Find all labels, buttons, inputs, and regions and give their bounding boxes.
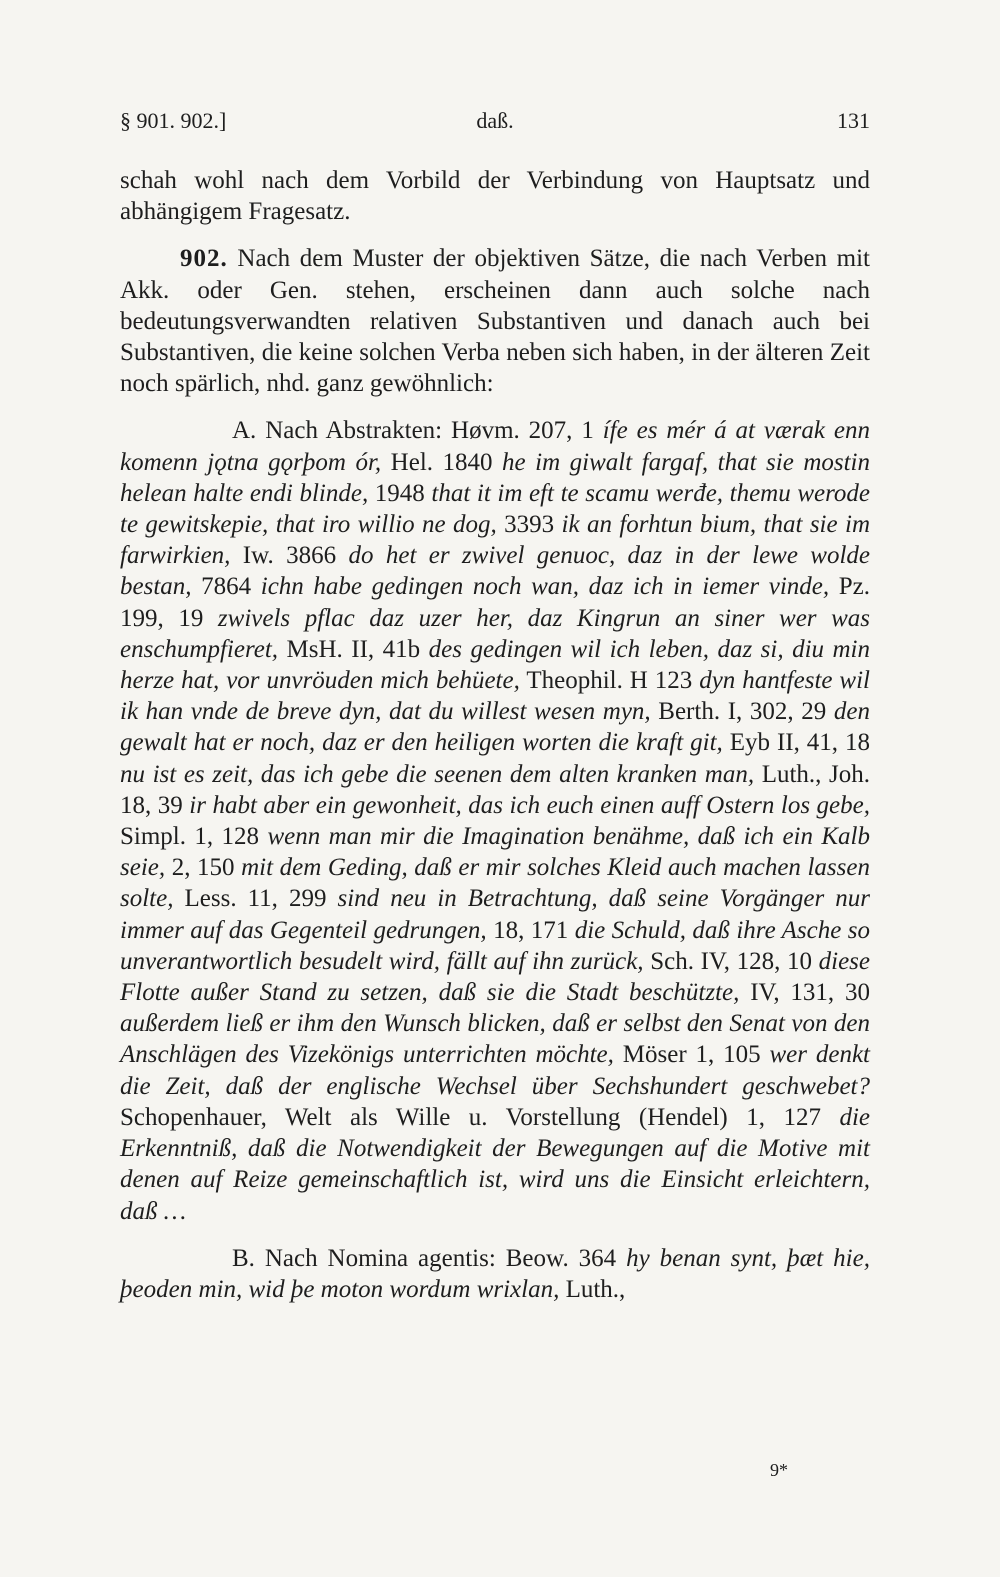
citation-text: Eyb II, 41, 18 bbox=[722, 729, 871, 757]
quotation-text: that it im eft te scamu werđe, themu werode te gewitskepie, that iro willio ne dog, bbox=[120, 479, 870, 539]
quotation-text: zwivels pflac daz uzer her, daz Kingrun an siner wer was enschumpfieret, bbox=[120, 604, 871, 663]
citation-text: 7864 bbox=[191, 573, 261, 601]
paragraph-902 bbox=[120, 243, 870, 399]
citation-text: Simpl. 1, 128 bbox=[120, 823, 268, 851]
quotation-text: sind neu in Betrachtung, daß seine Vorgänger nur immer auf das Gegenteil gedrungen, bbox=[120, 885, 870, 944]
running-title: daß. bbox=[476, 108, 514, 133]
quotation-text: außerdem ließ er ihm den Wunsch blicken, daß er selbst den Senat von den Anschlägen des Vizekönigs unterrichten möchte, bbox=[120, 1010, 870, 1069]
quotation-text: mit dem Geding, daß er mir solches Kleid auch machen lassen solte, bbox=[120, 854, 870, 913]
page-body bbox=[120, 165, 870, 1305]
quotation-text: do het er zwivel genuoc, daz in der lewe wolde bestan, bbox=[120, 542, 871, 601]
citation-text: Pz. 199, 19 bbox=[120, 573, 871, 632]
citation-text: Luth., Joh. 18, 39 bbox=[120, 760, 870, 819]
quotation-text: ik an forhtun bium, that sie im farwirkien, bbox=[120, 511, 870, 570]
citation-text: 1948 bbox=[368, 479, 432, 507]
section-reference: § 901. 902.] bbox=[120, 108, 227, 133]
citation-text: Möser 1, 105 bbox=[613, 1041, 770, 1069]
quotation-text: diese Flotte außer Stand zu setzen, daß sie die Stadt beschützte, bbox=[120, 947, 870, 1007]
citation-text: Berth. I, 302, 29 bbox=[650, 698, 834, 726]
citation-text: 2, 150 bbox=[165, 854, 242, 882]
quotation-text: wer denkt die Zeit, daß der englische Wechsel über Sechshundert geschwebet? bbox=[120, 1041, 871, 1100]
quotation-text: ífe es mér á at værak enn komenn jǫtna gǫrþom ór, bbox=[120, 417, 870, 476]
citation-text: IV, 131, 30 bbox=[739, 979, 870, 1007]
citation-text: B. Nach Nomina agentis: Beow. 364 bbox=[232, 1244, 627, 1272]
quotation-text: ir habt aber ein gewonheit, das ich euch einen auff Ostern los gebe, bbox=[189, 791, 870, 819]
citation-text: 3393 bbox=[496, 511, 562, 539]
quotation-text: wenn man mir die Imagination benähme, daß ich ein Kalb seie, bbox=[120, 823, 871, 882]
quotation-text: den gewalt hat er noch, daz er den heiligen worten die kraft git, bbox=[120, 698, 870, 757]
running-header bbox=[120, 108, 870, 142]
page-number: 131 bbox=[837, 108, 870, 133]
paragraph-902-text: Nach dem Muster der objektiven Sätze, die nach Verben mit Akk. oder Gen. stehen, erscheinen dann auch solche nach bedeutungsverwandten relativen Substantiven und danach auch bei Substantiven, die keine solchen Verba neben sich haben, in der älteren Zeit noch spärlich, nhd. ganz gewöhnlich: bbox=[120, 245, 870, 398]
signature-mark: 9* bbox=[770, 1460, 788, 1480]
section-number: 902. bbox=[180, 245, 228, 273]
citation-text: 18, 171 bbox=[486, 916, 575, 944]
citation-text: Less. 11, 299 bbox=[173, 885, 338, 913]
quotation-text: des gedingen wil ich leben, daz si, diu min herze hat, vor unvröuden mich behüete, bbox=[120, 635, 871, 695]
citation-text: Schopenhauer, Welt als Wille u. Vorstellung (Hendel) 1, 127 bbox=[120, 1103, 840, 1131]
quotation-text: nu ist es zeit, das ich gebe die seenen dem alten kranken man, bbox=[120, 760, 755, 788]
citation-text: Iw. 3866 bbox=[230, 542, 349, 570]
citation-text: Hel. 1840 bbox=[381, 448, 503, 476]
citation-text: A. Nach Abstrakten: Høvm. 207, 1 bbox=[232, 417, 603, 445]
quotation-text: he im giwalt fargaf, that sie mostin helean halte endi blinde, bbox=[120, 448, 870, 507]
citation-text: Sch. IV, 128, 10 bbox=[643, 947, 819, 975]
citation-text: Theophil. H 123 bbox=[519, 667, 700, 695]
paragraph-continuation: schah wohl nach dem Vorbild der Verbindung von Hauptsatz und abhängigem Fragesatz. bbox=[120, 167, 870, 226]
quotation-text: die Erkenntniß, daß die Notwendigkeit der Bewegungen auf die Motive mit denen auf Reize gemeinschaftlich ist, wird uns die Einsicht erleichtern, daß … bbox=[120, 1103, 870, 1225]
paragraph-a-abstracts bbox=[120, 415, 870, 1226]
quotation-text: ichn habe gedingen noch wan, daz ich in iemer vinde, bbox=[260, 573, 830, 601]
quotation-text: die Schuld, daß ihre Asche so unverantwortlich besudelt wird, fällt auf ihn zurück, bbox=[120, 916, 870, 975]
citation-text: Luth., bbox=[559, 1275, 626, 1303]
quotation-text: dyn hantfeste wil ik han vnde de breve dyn, dat du willest wesen myn, bbox=[120, 667, 870, 726]
quotation-text: hy benan synt, þæt hie, þeoden min, wid þe moton wordum wrixlan, bbox=[120, 1244, 870, 1303]
citation-text: MsH. II, 41b bbox=[278, 635, 429, 663]
paragraph-b-nomina-agentis bbox=[120, 1243, 870, 1305]
